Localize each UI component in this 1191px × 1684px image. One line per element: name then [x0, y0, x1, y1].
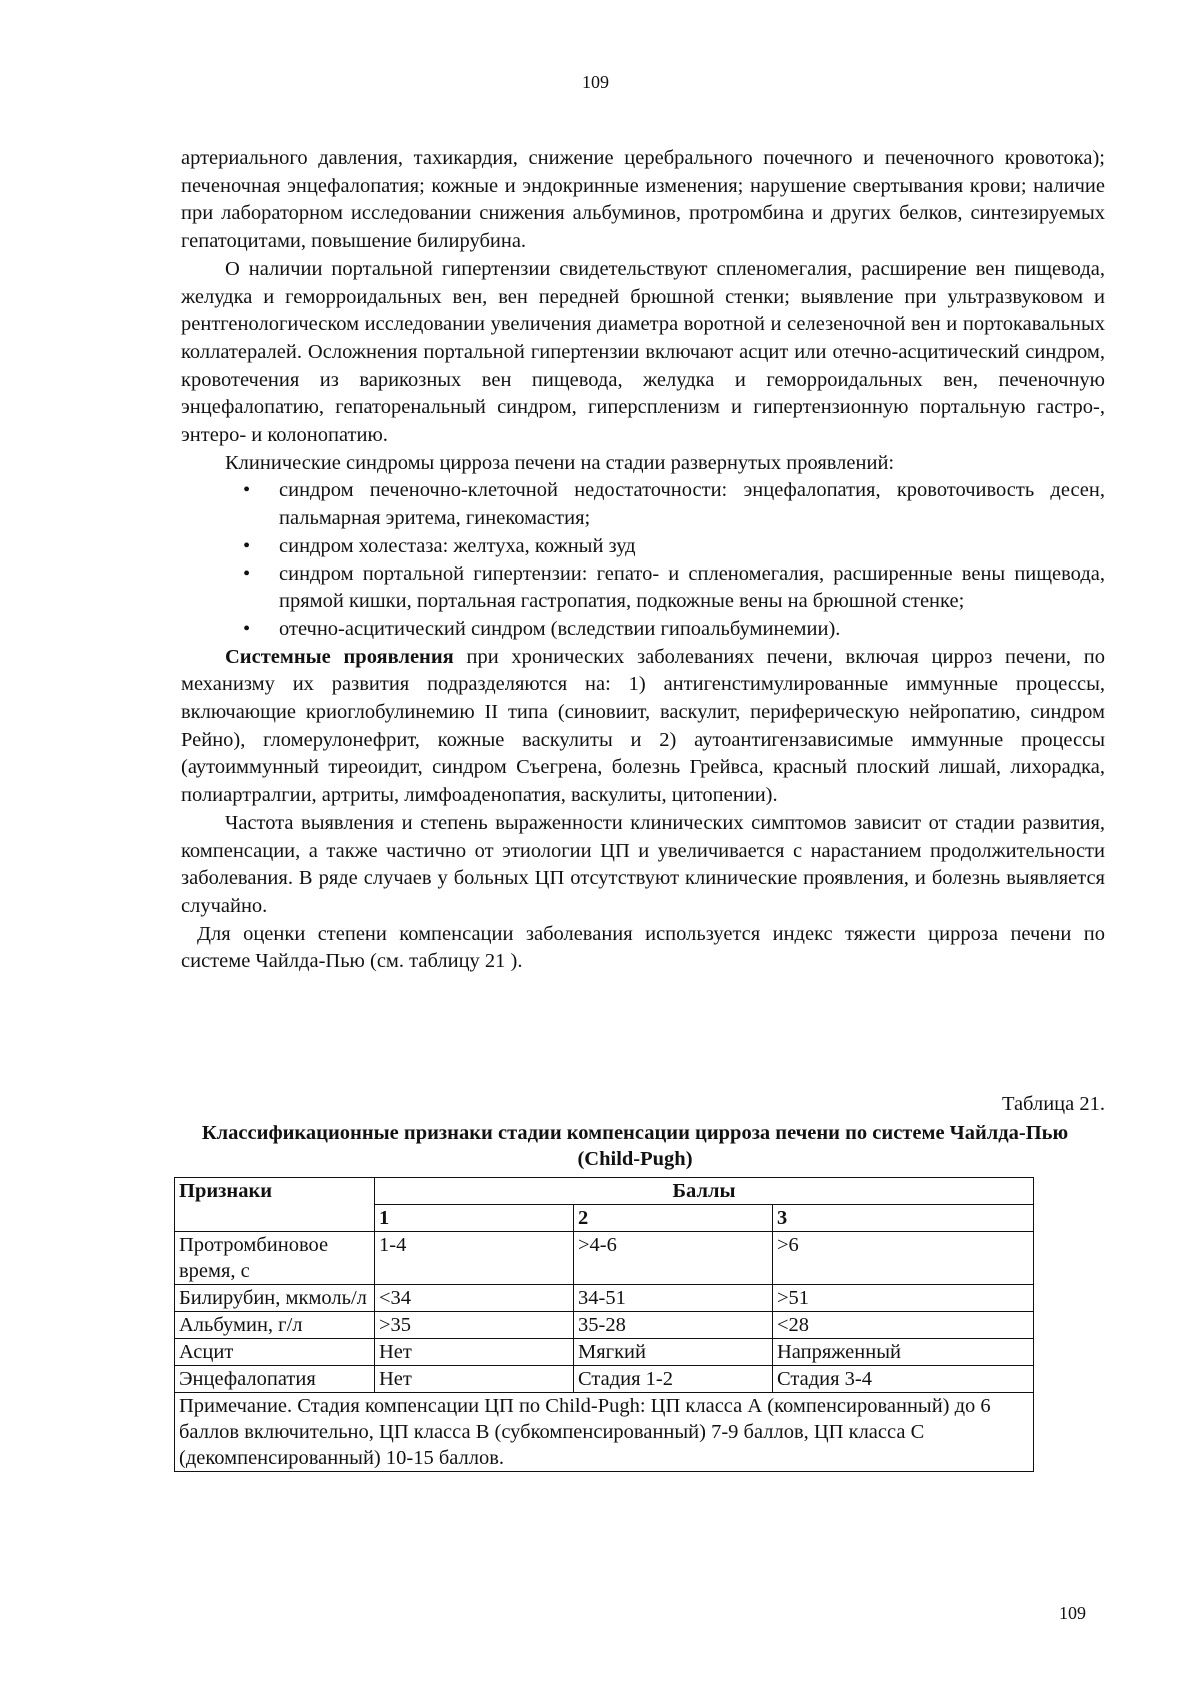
table-note-row [175, 1393, 1034, 1472]
header-sign: Признаки [175, 1178, 375, 1232]
body-text [181, 145, 1105, 976]
cell-value: Мягкий [574, 1339, 773, 1366]
list-item: • синдром портальной гипертензии: гепато- и спленомегалия, расширенные вены пищевода, прямой кишки, портальная гастропатия, подкожные вены на брюшной стенке; [257, 561, 1105, 616]
child-pugh-table [174, 1177, 1034, 1472]
table-row [175, 1232, 1034, 1285]
cell-sign: Билирубин, мкмоль/л [175, 1285, 375, 1312]
page-number-top: 109 [582, 72, 609, 92]
syndrome-list [181, 477, 1105, 643]
table-note: Примечание. Стадия компенсации ЦП по Child-Pugh: ЦП класса А (компенсированный) до 6 баллов включительно, ЦП класса В (субкомпенсированный) 7-9 баллов, ЦП класса С (декомпенсированный) 10-15 баллов. [175, 1393, 1034, 1472]
cell-value: <34 [375, 1285, 574, 1312]
paragraph-systemic [181, 644, 1105, 810]
cell-value: Стадия 1-2 [574, 1366, 773, 1393]
score-col-2: 2 [574, 1205, 773, 1232]
list-item: • синдром холестаза: желтуха, кожный зуд [257, 533, 1105, 561]
paragraph-systemic-text: при хронических заболеваниях печени, включая цирроз печени, по механизму их развития подразделяются на: 1) антигенстимулированные иммунные процессы, включающие криоглобулинемию II типа (синовиит, васкулит, периферическую нейропатию, синдром Рейно), гломерулонефрит, кожные васкулиты и 2) аутоантигензависимые иммунные процессы (аутоиммунный тиреоидит, синдром Съегрена, болезнь Грейвса, красный плоский лишай, лихорадка, полиартралгии, артриты, лимфоаденопатия, васкулиты, цитопении). [181, 645, 1105, 807]
cell-value: 35-28 [574, 1312, 773, 1339]
page-number-bottom: 109 [1059, 1603, 1086, 1623]
cell-sign: Альбумин, г/л [175, 1312, 375, 1339]
table-row [175, 1366, 1034, 1393]
table-row [175, 1312, 1034, 1339]
table-label: Таблица 21. [1001, 1093, 1105, 1115]
list-item: • синдром печеночно-клеточной недостаточности: энцефалопатия, кровоточивость десен, пальмарная эритема, гинекомастия; [257, 477, 1105, 532]
cell-value: Стадия 3-4 [773, 1366, 1034, 1393]
cell-value: 1-4 [375, 1232, 574, 1285]
cell-value: Напряженный [773, 1339, 1034, 1366]
paragraph-frequency: Частота выявления и степень выраженности клинических симптомов зависит от стадии развития, компенсации, а также частично от этиологии ЦП и увеличивается с нарастанием продолжительности заболевания. В ряде случаев у больных ЦП отсутствуют клинические проявления, и болезнь выявляется случайно. [181, 811, 1105, 917]
paragraph-portal-hypertension: О наличии портальной гипертензии свидетельствуют спленомегалия, расширение вен пищевода, желудка и геморроидальных вен, вен передней брюшной стенки; выявление при ультразвуковом и рентгенологическом исследовании увеличения диаметра воротной и селезеночной вен и портокавальных коллатералей. Осложнения портальной гипертензии включают асцит или отечно-асцитический синдром, кровотечения из варикозных вен пищевода, желудка и геморроидальных вен, печеночную энцефалопатию, гепаторенальный синдром, гиперспленизм и гипертензионную портальную гастро-, энтеро- и колонопатию. [181, 257, 1105, 447]
cell-value: >51 [773, 1285, 1034, 1312]
score-col-1: 1 [375, 1205, 574, 1232]
cell-value: <28 [773, 1312, 1034, 1339]
table-title: Классификационные признаки стадии компенсации цирроза печени по системе Чайлда-Пью (Child-Pugh) [201, 1122, 1069, 1170]
paragraph-index: Для оценки степени компенсации заболевания используется индекс тяжести цирроза печени по системе Чайлда-Пью (см. таблицу 21 ). [181, 922, 1105, 973]
header-scores: Баллы [375, 1178, 1034, 1205]
cell-value: Нет [375, 1366, 574, 1393]
cell-sign: Энцефалопатия [175, 1366, 375, 1393]
table-row [175, 1285, 1034, 1312]
paragraph-1: артериального давления, тахикардия, снижение церебрального почечного и печеночного кровотока); печеночная энцефалопатия; кожные и эндокринные изменения; нарушение свертывания крови; наличие при лабораторном исследовании снижения альбуминов, протромбина и других белков, синтезируемых гепатоцитами, повышение билирубина. [181, 147, 1105, 253]
paragraph-clinical-syndromes: Клинические синдромы цирроза печени на стадии развернутых проявлений: [225, 451, 895, 474]
term-systemic: Системные проявления [225, 645, 454, 668]
table-row [175, 1339, 1034, 1366]
list-item: • отечно-асцитический синдром (вследствии гипоальбуминемии). [257, 616, 1105, 644]
score-col-3: 3 [773, 1205, 1034, 1232]
cell-value: 34-51 [574, 1285, 773, 1312]
cell-value: >35 [375, 1312, 574, 1339]
table-header-row [175, 1178, 1034, 1205]
cell-value: >6 [773, 1232, 1034, 1285]
cell-sign: Протромбиновое время, с [175, 1232, 375, 1285]
cell-sign: Асцит [175, 1339, 375, 1366]
cell-value: >4-6 [574, 1232, 773, 1285]
cell-value: Нет [375, 1339, 574, 1366]
